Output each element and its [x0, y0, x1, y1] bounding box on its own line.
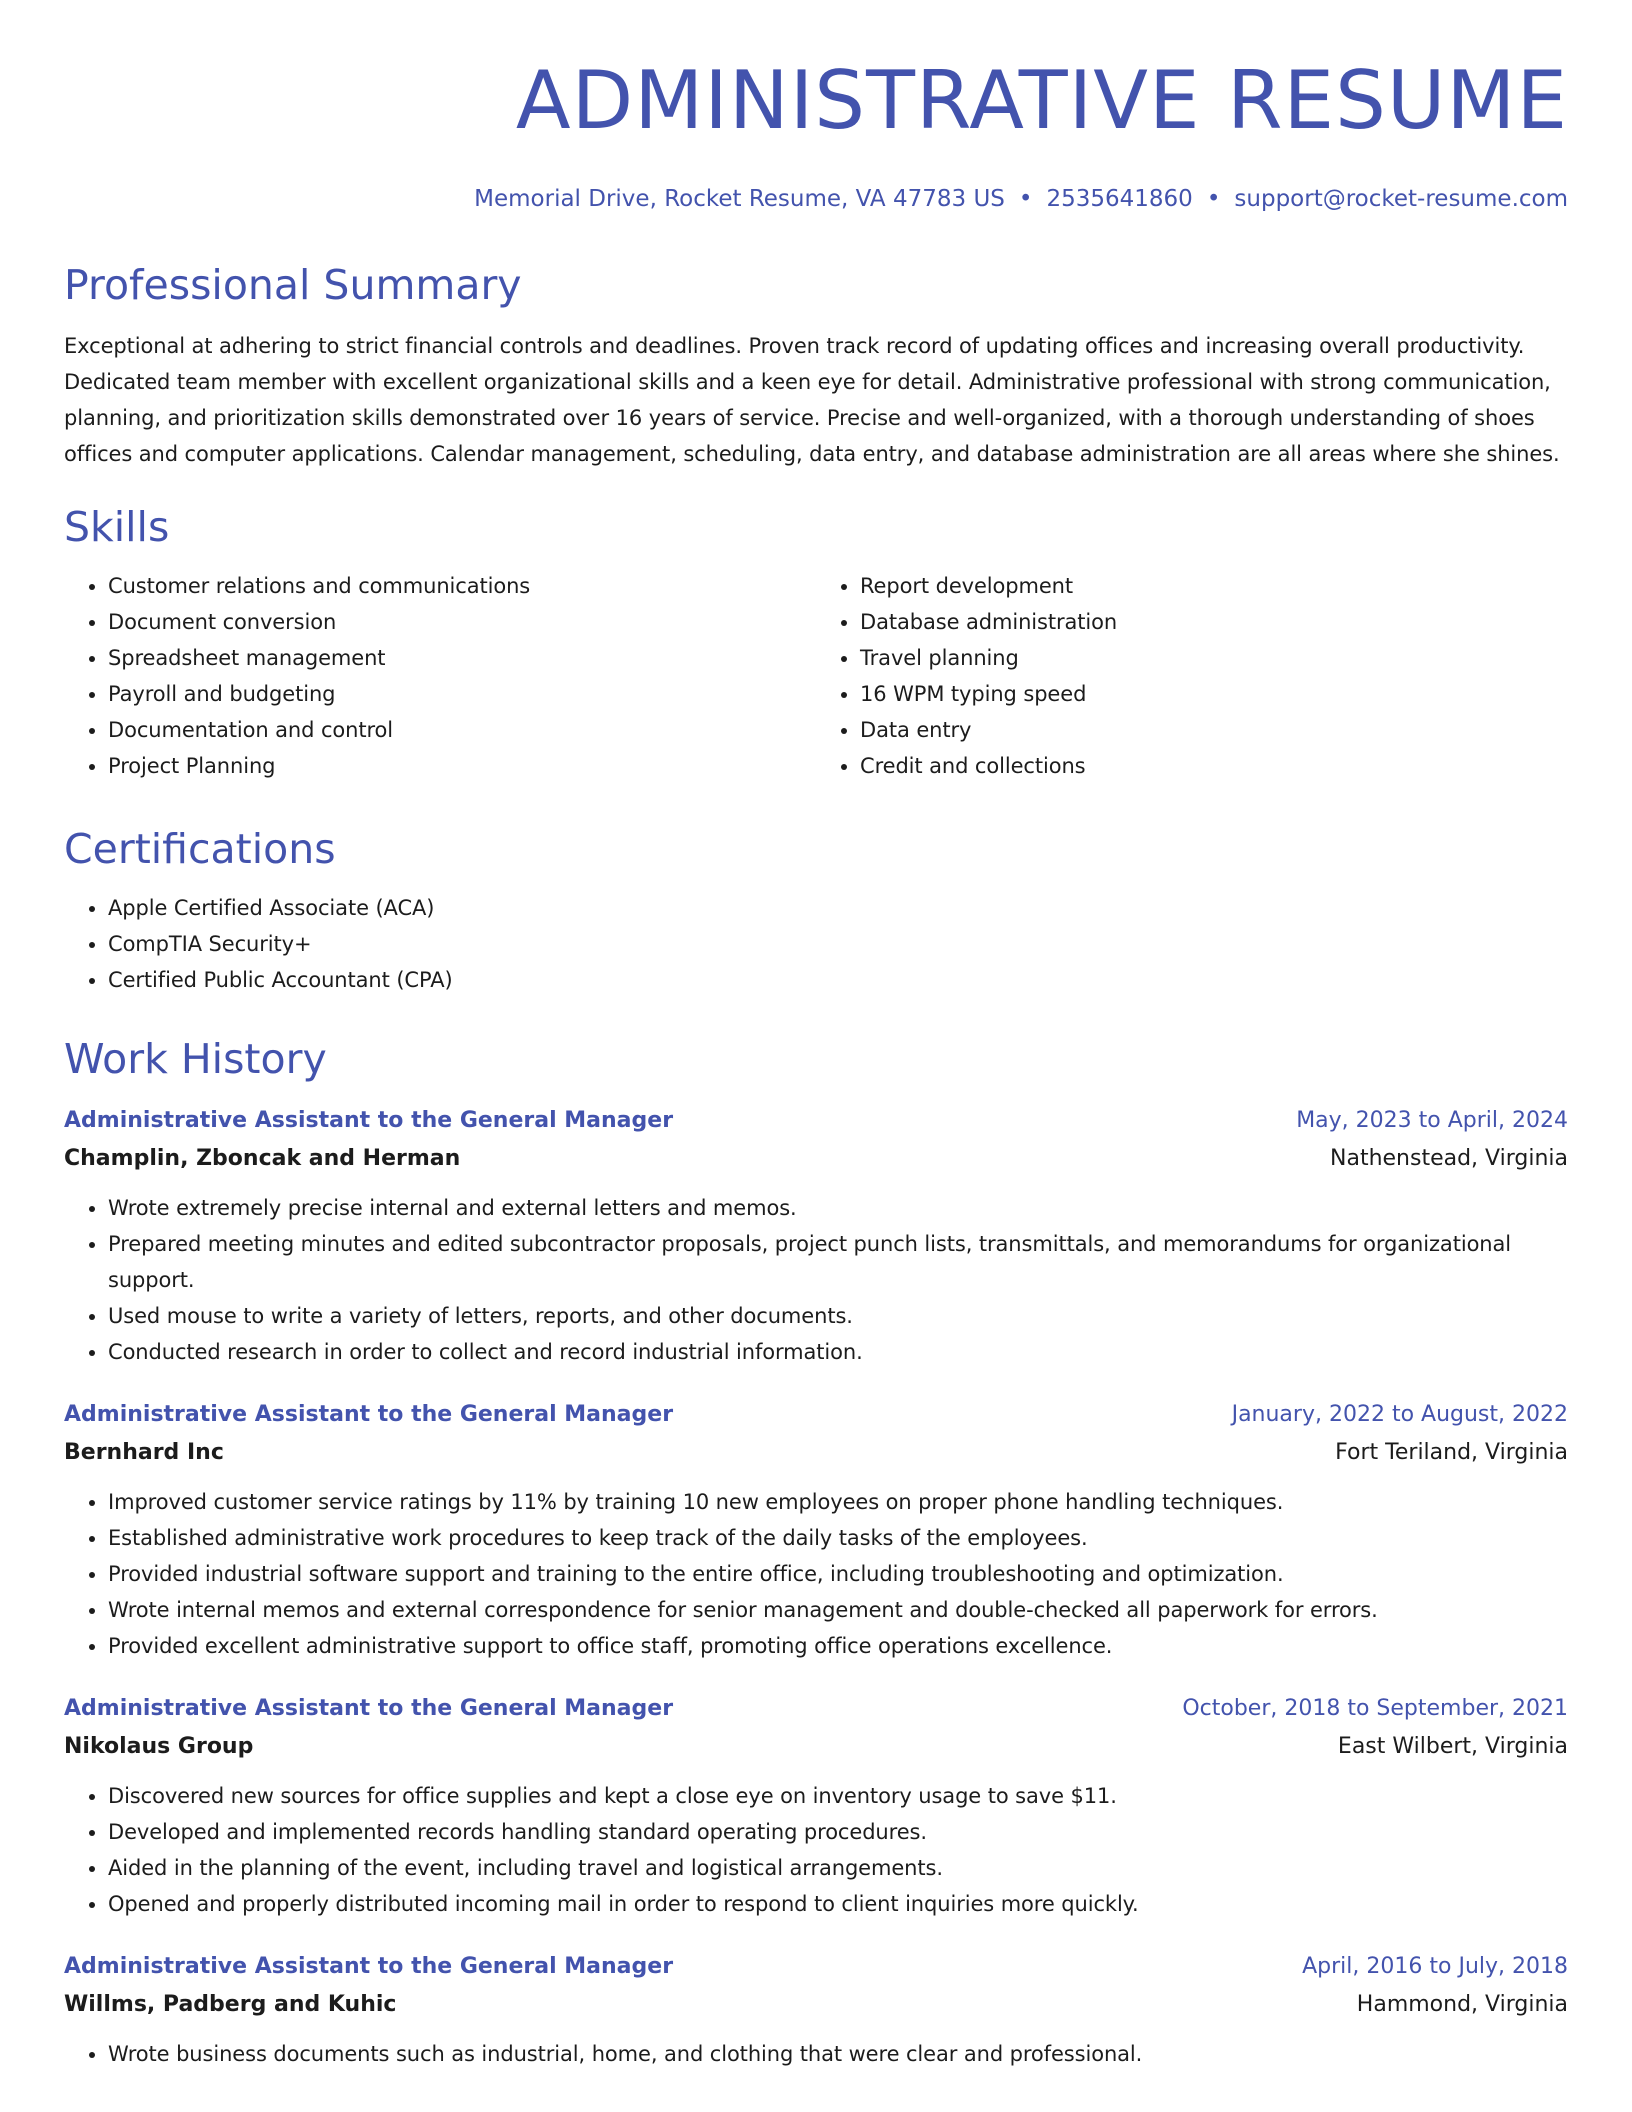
job-dates: April, 2016 to July, 2018: [1302, 1954, 1568, 1979]
job-bullets: [64, 1190, 1568, 1370]
job-bullet: • Improved customer service ratings by 11% by training 10 new employees on proper phone handling techniques.: [108, 1484, 1568, 1520]
job-location: Fort Teriland, Virginia: [1335, 1440, 1568, 1465]
contact-separator: •: [1206, 186, 1221, 212]
job-title: Administrative Assistant to the General Manager: [64, 1954, 674, 1979]
skill-item: • Spreadsheet management: [108, 640, 816, 676]
job-header: [64, 1692, 1568, 1726]
skill-item: • Document conversion: [108, 604, 816, 640]
job-header: [64, 1398, 1568, 1432]
job-entry: [64, 1950, 1568, 2072]
certification-item: • Apple Certified Associate (ACA): [108, 890, 1568, 926]
contact-phone: 2535641860: [1046, 186, 1193, 212]
work-history-heading: Work History: [64, 1035, 327, 1083]
contact-separator: •: [1018, 186, 1033, 212]
job-dates: May, 2023 to April, 2024: [1296, 1108, 1568, 1133]
skill-item: • Documentation and control: [108, 712, 816, 748]
skills-heading: Skills: [64, 503, 170, 551]
job-entry: [64, 1104, 1568, 1370]
job-header: [64, 1104, 1568, 1138]
skill-item: • 16 WPM typing speed: [860, 676, 1568, 712]
certifications-list: [64, 890, 1568, 998]
skills-list-right: [816, 568, 1568, 784]
job-bullet: • Wrote extremely precise internal and external letters and memos.: [108, 1190, 1568, 1226]
job-dates: January, 2022 to August, 2022: [1231, 1402, 1568, 1427]
job-employer-row: [64, 1986, 1568, 2024]
skill-item: • Travel planning: [860, 640, 1568, 676]
job-bullet: • Wrote business documents such as industrial, home, and clothing that were clear and professional.: [108, 2036, 1568, 2072]
skill-item: • Report development: [860, 568, 1568, 604]
skill-item: • Customer relations and communications: [108, 568, 816, 604]
summary-text: Exceptional at adhering to strict financial controls and deadlines. Proven track record of updating offices and increasing overall productivity. Dedicated team member with excellent organizational skills and a keen eye for detail. Administrative professional with strong communication, planning, and prioritization skills demonstrated over 16 years of service. Precise and well-organized, with a thorough understanding of shoes offices and computer applications. Calendar management, scheduling, data entry, and database administration are all areas where she shines.: [64, 334, 1560, 466]
job-company: Nikolaus Group: [64, 1734, 254, 1759]
job-bullet: • Discovered new sources for office supplies and kept a close eye on inventory usage to save $11.: [108, 1778, 1568, 1814]
job-location: East Wilbert, Virginia: [1337, 1734, 1568, 1759]
job-dates: October, 2018 to September, 2021: [1182, 1696, 1568, 1721]
skill-item: • Project Planning: [108, 748, 816, 784]
job-company: Bernhard Inc: [64, 1440, 224, 1465]
job-bullet: • Used mouse to write a variety of letters, reports, and other documents.: [108, 1298, 1568, 1334]
job-entry: [64, 1692, 1568, 1922]
skill-item: • Database administration: [860, 604, 1568, 640]
job-employer-row: [64, 1140, 1568, 1178]
job-bullet: • Prepared meeting minutes and edited subcontractor proposals, project punch lists, transmittals, and memorandums for organizational support.: [108, 1226, 1568, 1298]
job-employer-row: [64, 1728, 1568, 1766]
job-bullet: • Wrote internal memos and external correspondence for senior management and double-checked all paperwork for errors.: [108, 1592, 1568, 1628]
job-bullet: • Conducted research in order to collect and record industrial information.: [108, 1334, 1568, 1370]
job-bullet: • Developed and implemented records handling standard operating procedures.: [108, 1814, 1568, 1850]
job-header: [64, 1950, 1568, 1984]
job-bullet: • Provided industrial software support and training to the entire office, including troubleshooting and optimization.: [108, 1556, 1568, 1592]
job-bullets: [64, 2036, 1568, 2072]
skill-item: • Credit and collections: [860, 748, 1568, 784]
job-bullets: [64, 1484, 1568, 1664]
skills-columns: [64, 568, 1568, 784]
contact-address: Memorial Drive, Rocket Resume, VA 47783 US: [474, 186, 1005, 212]
certifications-heading: Certifications: [64, 825, 336, 873]
job-title: Administrative Assistant to the General Manager: [64, 1108, 674, 1133]
job-employer-row: [64, 1434, 1568, 1472]
job-bullets: [64, 1778, 1568, 1922]
job-location: Nathenstead, Virginia: [1330, 1146, 1568, 1171]
job-entry: [64, 1398, 1568, 1664]
certification-item: • Certified Public Accountant (CPA): [108, 962, 1568, 998]
job-bullet: • Provided excellent administrative support to office staff, promoting office operations excellence.: [108, 1628, 1568, 1664]
job-company: Champlin, Zboncak and Herman: [64, 1146, 461, 1171]
job-company: Willms, Padberg and Kuhic: [64, 1992, 397, 2017]
job-bullet: • Established administrative work procedures to keep track of the daily tasks of the employees.: [108, 1520, 1568, 1556]
skill-item: • Data entry: [860, 712, 1568, 748]
job-bullet: • Opened and properly distributed incoming mail in order to respond to client inquiries more quickly.: [108, 1886, 1568, 1922]
job-bullet: • Aided in the planning of the event, including travel and logistical arrangements.: [108, 1850, 1568, 1886]
skills-list-left: [64, 568, 816, 784]
contact-line: [64, 184, 1568, 214]
contact-email: support@rocket-resume.com: [1234, 186, 1568, 212]
job-location: Hammond, Virginia: [1356, 1992, 1568, 2017]
summary-heading: Professional Summary: [64, 261, 522, 309]
resume-name: ADMINISTRATIVE RESUME: [515, 54, 1568, 147]
skill-item: • Payroll and budgeting: [108, 676, 816, 712]
job-title: Administrative Assistant to the General Manager: [64, 1696, 674, 1721]
job-title: Administrative Assistant to the General Manager: [64, 1402, 674, 1427]
certification-item: • CompTIA Security+: [108, 926, 1568, 962]
